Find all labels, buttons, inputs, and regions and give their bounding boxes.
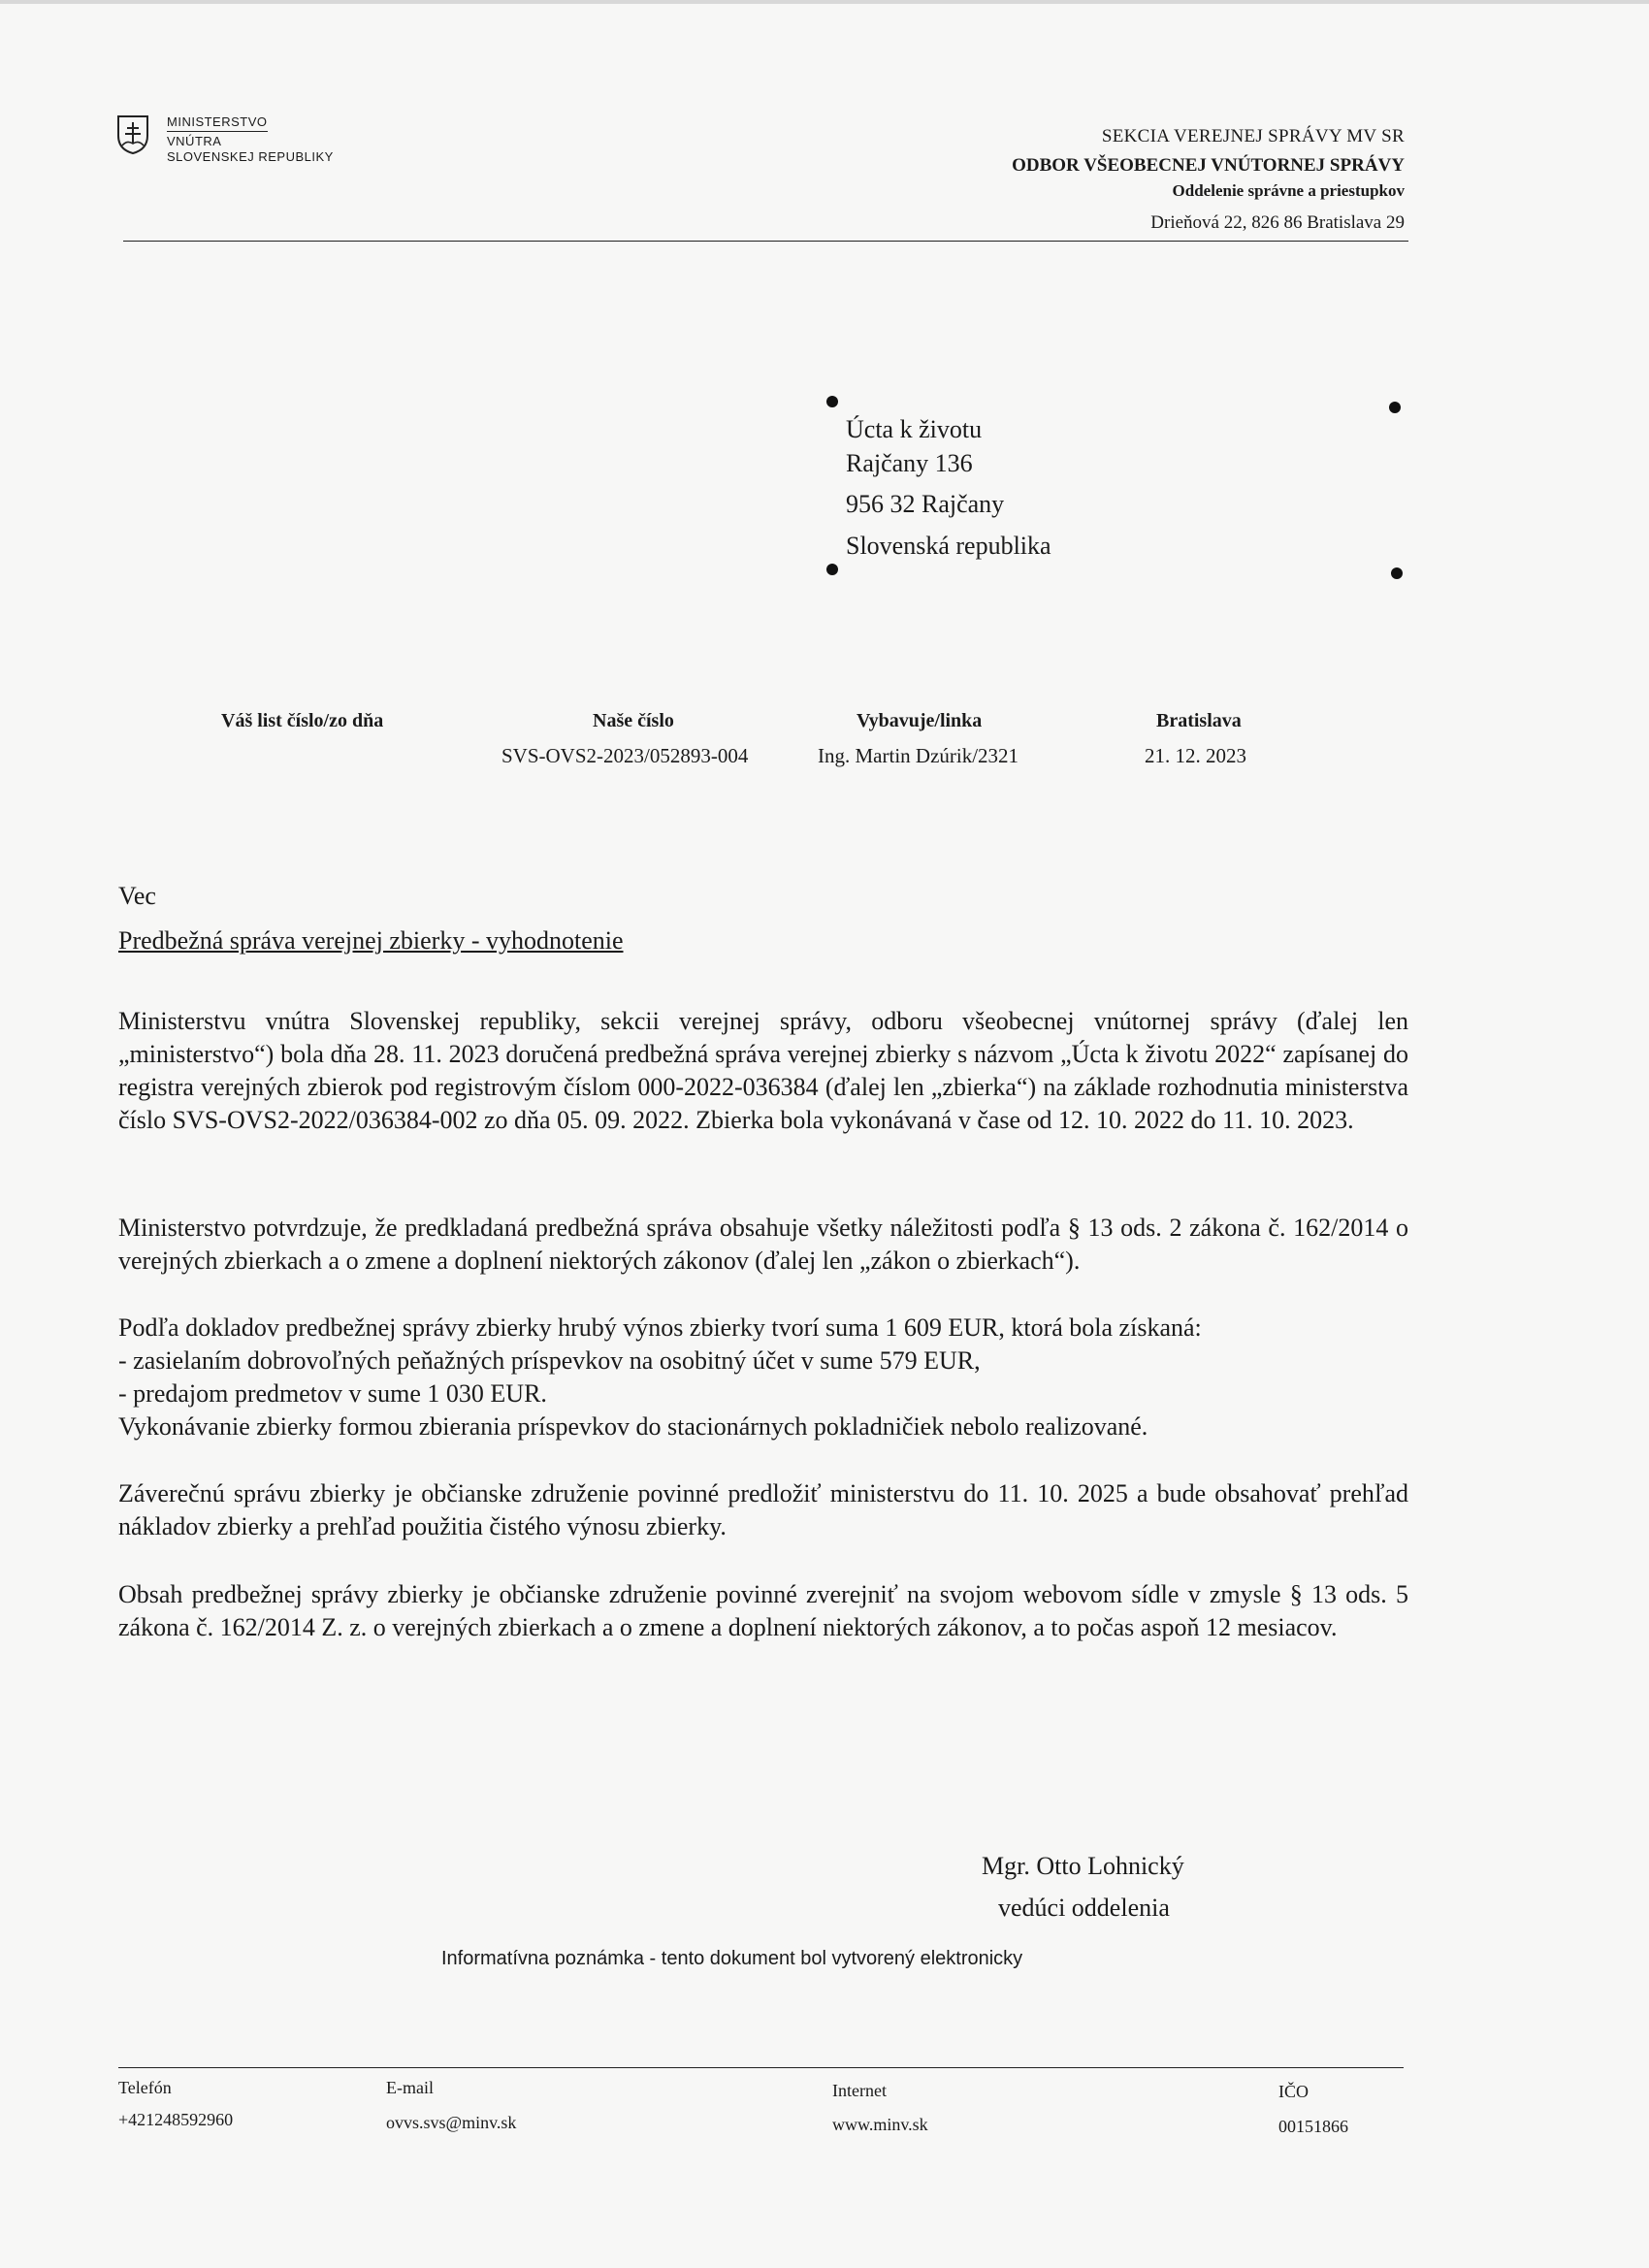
subject-label: Vec <box>118 882 156 910</box>
window-corner-mark <box>1391 567 1403 579</box>
footer-email-label: E-mail <box>386 2078 434 2097</box>
place-label: Bratislava <box>1156 710 1242 731</box>
body-line: - zasielaním dobrovoľných peňažných príspevkov na osobitný účet v sume 579 EUR, <box>118 1346 981 1375</box>
handled-by-value: Ing. Martin Dzúrik/2321 <box>818 744 1019 767</box>
your-letter-label: Váš list číslo/zo dňa <box>221 710 384 731</box>
header-unit: Oddelenie správne a priestupkov <box>1172 181 1405 200</box>
window-corner-mark <box>826 396 838 407</box>
signatory-name: Mgr. Otto Lohnický <box>982 1852 1184 1880</box>
subject-title: Predbežná správa verejnej zbierky - vyhodnotenie <box>118 926 624 955</box>
footer-phone-label: Telefón <box>118 2078 172 2097</box>
footer-ico-value: 00151866 <box>1278 2117 1348 2136</box>
window-corner-mark <box>1389 402 1401 413</box>
logo-line-1: MINISTERSTVO <box>167 114 268 132</box>
coat-of-arms-icon <box>116 114 149 160</box>
window-corner-mark <box>826 564 838 575</box>
body-paragraph-2: Ministerstvo potvrdzuje, že predkladaná predbežná správa obsahuje všetky náležitosti podľa § 13 ods. 2 zákona č. 162/2014 o verejných zbierkach a o zmene a doplnení niektorých zákonov (ďalej len „zákon o zbierkach“). <box>118 1214 1408 1275</box>
body-paragraph-1: Ministerstvu vnútra Slovenskej republiky, sekcii verejnej správy, odboru všeobecnej vnútornej správy (ďalej len „ministerstvo“) bola dňa 28. 11. 2023 doručená predbežná správa verejnej zbierky s názvom „Úcta k životu 2022“ zapísanej do registra verejných zbierok pod registrovým číslom 000-2022-036384 (ďalej len „zbierka“) na základe rozhodnutia ministerstva číslo SVS-OVS2-2022/036384-002 zo dňa 05. 09. 2022. Zbierka bola vykonávaná v čase od 12. 10. 2022 do 11. 10. 2023. <box>118 1007 1408 1134</box>
header-section: SEKCIA VEREJNEJ SPRÁVY MV SR <box>1101 126 1405 146</box>
recipient-name: Úcta k životu <box>846 415 983 443</box>
header-address: Drieňová 22, 826 86 Bratislava 29 <box>1150 212 1405 233</box>
body-line: Vykonávanie zbierky formou zbierania príspevkov do stacionárnych pokladničiek nebolo realizované. <box>118 1412 1148 1441</box>
recipient-country: Slovenská republika <box>846 532 1051 560</box>
footer-phone-value: +421248592960 <box>118 2110 234 2129</box>
logo-line-2: VNÚTRA <box>167 134 222 148</box>
our-number-label: Naše číslo <box>593 710 674 731</box>
footer-web-value: www.minv.sk <box>832 2115 928 2134</box>
date-value: 21. 12. 2023 <box>1145 744 1246 767</box>
our-number-value: SVS-OVS2-2023/052893-004 <box>501 744 749 767</box>
logo-line-3: SLOVENSKEJ REPUBLIKY <box>167 149 334 164</box>
body-paragraph-4: Záverečnú správu zbierky je občianske združenie povinné predložiť ministerstvu do 11. 10. 2025 a bude obsahovať prehľad nákladov zbierky a prehľad použitia čistého výnosu zbierky. <box>118 1479 1408 1540</box>
handled-by-label: Vybavuje/linka <box>857 710 983 731</box>
footer-email-value: ovvs.svs@minv.sk <box>386 2113 517 2132</box>
recipient-street: Rajčany 136 <box>846 449 973 477</box>
footer-divider <box>118 2067 1404 2068</box>
footer-ico-label: IČO <box>1278 2082 1309 2101</box>
recipient-city: 956 32 Rajčany <box>846 490 1005 518</box>
body-line: - predajom predmetov v sume 1 030 EUR. <box>118 1379 547 1408</box>
signatory-title: vedúci oddelenia <box>998 1894 1170 1922</box>
scan-edge-line <box>0 0 1649 4</box>
header-department: ODBOR VŠEOBECNEJ VNÚTORNEJ SPRÁVY <box>1012 155 1405 176</box>
body-paragraph-3 <box>118 1312 1408 1443</box>
footer-web-label: Internet <box>832 2081 887 2100</box>
body-paragraph-5: Obsah predbežnej správy zbierky je občianske združenie povinné zverejniť na svojom webovom sídle v zmysle § 13 ods. 5 zákona č. 162/2014 Z. z. o verejných zbierkach a o zmene a doplnení niektorých zákonov, a to počas aspoň 12 mesiacov. <box>118 1580 1408 1641</box>
header-divider <box>123 241 1408 242</box>
body-line: Podľa dokladov predbežnej správy zbierky hrubý výnos zbierky tvorí suma 1 609 EUR, ktorá bola získaná: <box>118 1313 1202 1342</box>
electronic-document-note: Informatívna poznámka - tento dokument bol vytvorený elektronicky <box>441 1948 1023 1969</box>
ministry-logo-text <box>167 114 334 165</box>
